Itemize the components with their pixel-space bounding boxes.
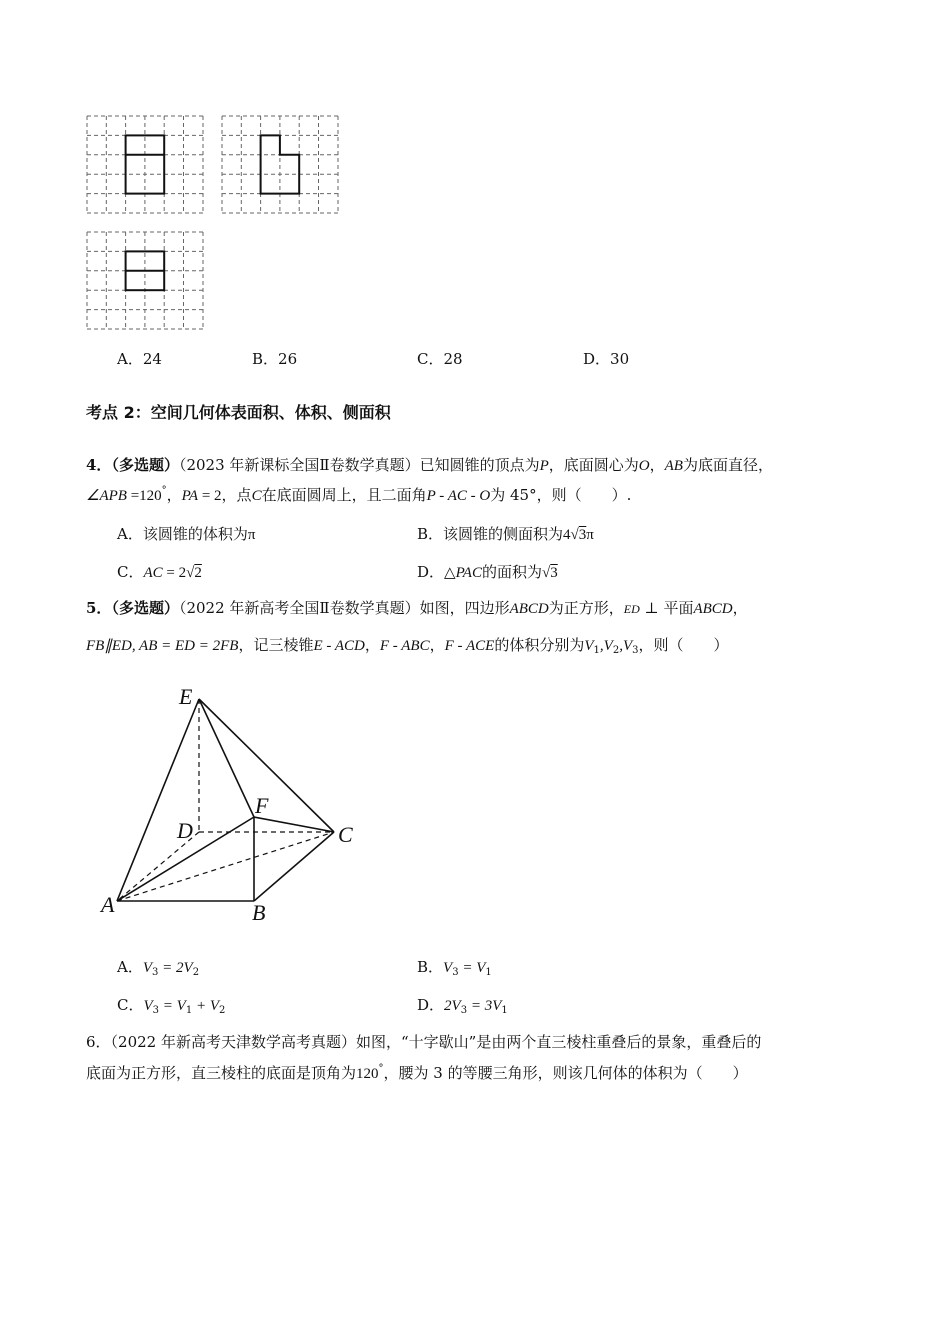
- edge-BC: [254, 832, 334, 901]
- label-B: B: [252, 900, 266, 925]
- three-view-front: [86, 115, 206, 215]
- q4-option-d[interactable]: D．△PAC的面积为√3: [417, 563, 558, 581]
- label-F: F: [255, 793, 269, 818]
- three-view-side: [221, 115, 341, 215]
- q6-line1: 6．（2022 年新高考天津数学高考真题）如图，“十字歇山”是由两个直三棱柱重叠后的景象，重叠后的: [86, 1033, 762, 1051]
- label-C: C: [338, 822, 353, 847]
- q5-option-c[interactable]: C．$V_3 = V_1 + V_2$: [117, 996, 226, 1016]
- section-heading: 考点 2：空间几何体表面积、体积、侧面积: [86, 403, 391, 422]
- q4-option-a[interactable]: A．该圆锥的体积为π: [117, 525, 256, 543]
- q3-option-a[interactable]: A．24: [117, 350, 162, 368]
- q4-line2: ∠APB =120°，PA = 2，点C在底面圆周上，且二面角P - AC - O为 45°，则（ ）.: [86, 485, 632, 504]
- q3-option-b[interactable]: B．26: [252, 350, 298, 368]
- three-view-top: [86, 231, 206, 331]
- q4-option-c[interactable]: C．AC = 2√2: [117, 563, 202, 581]
- q5-line2: FB∥ED, AB = ED = 2FB，记三棱锥E - ACD，F - ABC，F - ACE的体积分别为$V_1,V_2,V_3$，则（ ）: [86, 636, 729, 656]
- edge-AC: [117, 832, 334, 901]
- q5-option-d[interactable]: D．$2V_3 = 3V_1$: [417, 996, 508, 1016]
- label-E: E: [179, 684, 193, 709]
- label-D: D: [177, 818, 193, 843]
- label-A: A: [101, 892, 115, 917]
- q4-option-b[interactable]: B．该圆锥的侧面积为4√3π: [417, 525, 594, 543]
- edge-EA: [117, 699, 199, 901]
- q5-line1: 5．（多选题）（2022 年新高考全国Ⅱ卷数学真题）如图，四边形ABCD为正方形，ED ⊥ 平面ABCD，: [86, 599, 748, 617]
- q3-option-c[interactable]: C．28: [417, 350, 463, 368]
- q6-line2: 底面为正方形，直三棱柱的底面是顶角为120°，腰为 3 的等腰三角形，则该几何体的体积为（ ）: [86, 1063, 748, 1082]
- q3-option-d[interactable]: D．30: [583, 350, 630, 368]
- q5-option-b[interactable]: B．$V_3 = V_1$: [417, 958, 492, 978]
- edge-EF: [199, 699, 254, 817]
- q5-option-a[interactable]: A．$V_3 = 2V_2$: [117, 958, 200, 978]
- pyramid-figure: [95, 680, 365, 930]
- q4-line1: 4．（多选题）（2023 年新课标全国Ⅱ卷数学真题）已知圆锥的顶点为P，底面圆心为O，AB为底面直径，: [86, 456, 773, 474]
